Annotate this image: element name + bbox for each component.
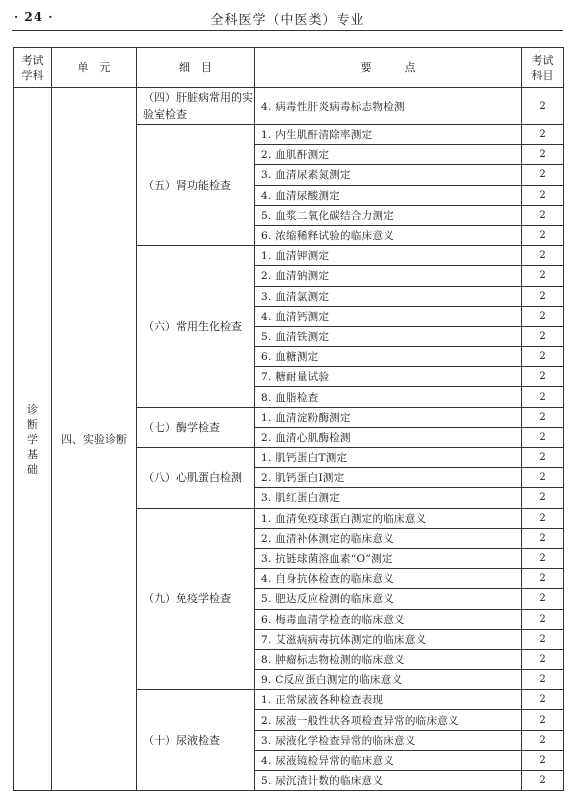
point-cell: 1. 肌钙蛋白T测定 [255,448,522,468]
table-header-row [14,48,564,88]
running-title: 全科医学（中医类）专业 [210,13,365,28]
point-cell: 3. 血清氯测定 [255,286,522,306]
year-cell: 2 [522,286,564,306]
point-cell: 5. 尿沉渣计数的临床意义 [255,771,522,791]
point-cell: 1. 血清钾测定 [255,246,522,266]
point-cell: 4. 病毒性肝炎病毒标志物检测 [255,88,522,125]
year-cell: 2 [522,690,564,710]
unit-cell: 四、实验诊断 [52,88,137,791]
point-cell: 2. 血清补体测定的临床意义 [255,528,522,548]
point-cell: 1. 内生肌酐清除率测定 [255,125,522,145]
year-cell: 2 [522,367,564,387]
year-cell: 2 [522,205,564,225]
col-header-unit: 单 元 [52,48,137,88]
detail-cell: （七）酶学检查 [137,407,255,447]
syllabus-table [13,47,564,791]
year-cell: 2 [522,88,564,125]
year-cell: 2 [522,125,564,145]
point-cell: 4. 血清钙测定 [255,306,522,326]
point-cell: 4. 尿液镜检异常的临床意义 [255,750,522,770]
header-rule [12,30,563,31]
year-cell: 2 [522,589,564,609]
year-cell: 2 [522,326,564,346]
point-cell: 8. 血脂检查 [255,387,522,407]
year-cell: 2 [522,569,564,589]
year-cell: 2 [522,266,564,286]
detail-cell: （六）常用生化检查 [137,246,255,408]
point-cell: 5. 肥达反应检测的临床意义 [255,589,522,609]
point-cell: 5. 血浆二氧化碳结合力测定 [255,205,522,225]
year-cell: 2 [522,508,564,528]
detail-cell: （四）肝脏病常用的实验室检查 [137,88,255,125]
point-cell: 7. 艾滋病病毒抗体测定的临床意义 [255,629,522,649]
year-cell: 2 [522,488,564,508]
point-cell: 8. 肿瘤标志物检测的临床意义 [255,649,522,669]
subject-cell: 诊 断 学 基 础 [14,88,52,791]
col-header-point: 要 点 [255,48,522,88]
year-cell: 2 [522,427,564,447]
point-cell: 5. 血清铁测定 [255,326,522,346]
year-cell: 2 [522,771,564,791]
year-cell: 2 [522,246,564,266]
point-cell: 4. 自身抗体检查的临床意义 [255,569,522,589]
year-cell: 2 [522,670,564,690]
point-cell: 2. 尿液一般性状各项检查异常的临床意义 [255,710,522,730]
point-cell: 6. 血糖测定 [255,347,522,367]
point-cell: 6. 梅毒血清学检查的临床意义 [255,609,522,629]
year-cell: 2 [522,347,564,367]
point-cell: 3. 肌红蛋白测定 [255,488,522,508]
detail-cell: （八）心肌蛋白检测 [137,448,255,509]
year-cell: 2 [522,448,564,468]
point-cell: 3. 尿液化学检查异常的临床意义 [255,730,522,750]
point-cell: 2. 血肌酐测定 [255,145,522,165]
point-cell: 1. 血清免疫球蛋白测定的临床意义 [255,508,522,528]
year-cell: 2 [522,407,564,427]
point-cell: 4. 血清尿酸测定 [255,185,522,205]
detail-cell: （九）免疫学检查 [137,508,255,690]
point-cell: 9. C反应蛋白测定的临床意义 [255,670,522,690]
year-cell: 2 [522,306,564,326]
year-cell: 2 [522,609,564,629]
year-cell: 2 [522,145,564,165]
point-cell: 7. 糖耐量试验 [255,367,522,387]
year-cell: 2 [522,387,564,407]
col-header-subject: 考试 学科 [14,48,52,88]
year-cell: 2 [522,730,564,750]
year-cell: 2 [522,528,564,548]
point-cell: 1. 正常尿液各种检查表现 [255,690,522,710]
detail-cell: （十）尿液检查 [137,690,255,791]
page-header [12,6,563,28]
point-cell: 3. 抗链球菌溶血素“O”测定 [255,548,522,568]
point-cell: 2. 血清心肌酶检测 [255,427,522,447]
detail-cell: （五）肾功能检查 [137,125,255,246]
point-cell: 3. 血清尿素氮测定 [255,165,522,185]
year-cell: 2 [522,548,564,568]
col-header-detail: 细 目 [137,48,255,88]
year-cell: 2 [522,649,564,669]
year-cell: 2 [522,468,564,488]
point-cell: 2. 肌钙蛋白I测定 [255,468,522,488]
page-number: · 24 · [14,10,54,24]
point-cell: 6. 浓缩稀释试验的临床意义 [255,225,522,245]
year-cell: 2 [522,185,564,205]
point-cell: 2. 血清钠测定 [255,266,522,286]
year-cell: 2 [522,750,564,770]
table-body [14,88,564,791]
year-cell: 2 [522,710,564,730]
year-cell: 2 [522,225,564,245]
year-cell: 2 [522,165,564,185]
col-header-year: 考试 科目 [522,48,564,88]
point-cell: 1. 血清淀粉酶测定 [255,407,522,427]
table-row [14,88,564,125]
year-cell: 2 [522,629,564,649]
